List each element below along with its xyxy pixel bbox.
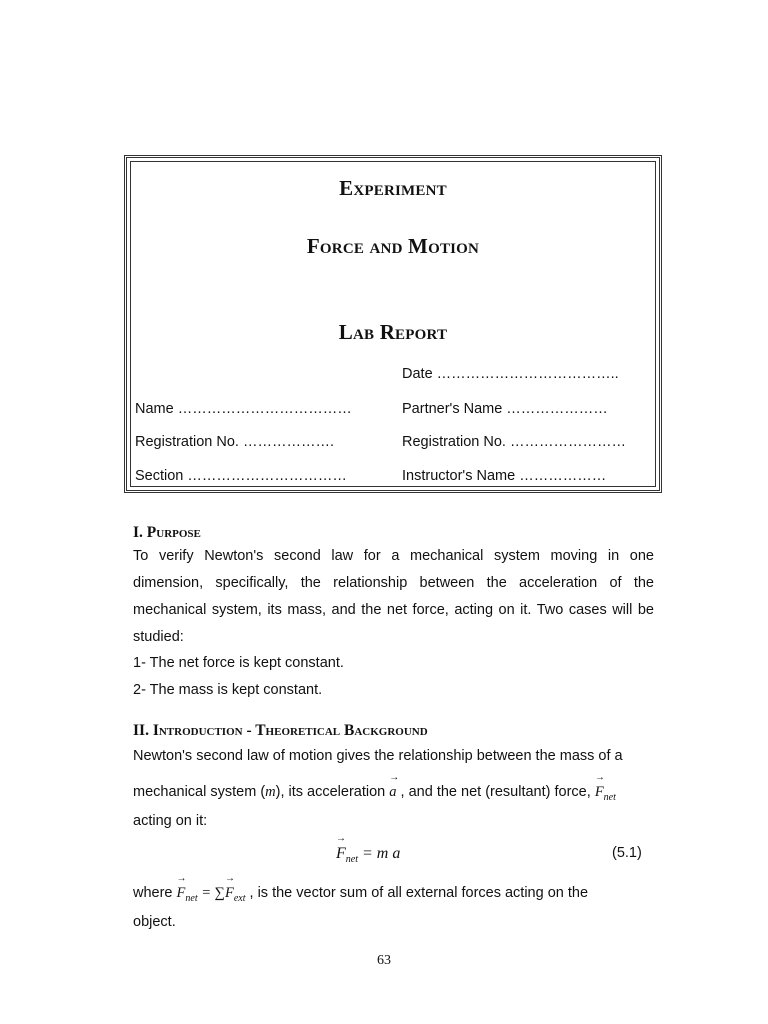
section-field[interactable]: Section …………………………… — [135, 468, 347, 484]
registration-field-left[interactable]: Registration No. ………………. — [135, 434, 335, 450]
purpose-paragraph: To verify Newton's second law for a mechanical system moving in one dimension, specifically, the relationship between the acceleration of the mechanical system, its mass, and the net force, acting on it. Two cases will be studied: — [133, 548, 654, 645]
equation-force-symbol: → F — [336, 845, 346, 863]
where-text-b: , is the vector sum of all external forces acting on the — [245, 885, 589, 901]
where-line-end: object. — [133, 914, 176, 930]
where-external-force-symbol: → F — [225, 885, 234, 902]
page-number: 63 — [377, 953, 391, 968]
intro-line-2 — [133, 784, 616, 803]
experiment-title: Experiment — [339, 176, 447, 200]
intro-line-3: acting on it: — [133, 813, 208, 829]
intro-line-2-text-a: mechanical system ( — [133, 784, 266, 800]
case-2-item: 2- The mass is kept constant. — [133, 682, 323, 698]
purpose-heading: I. Purpose — [133, 524, 201, 541]
where-ext-subscript: ext — [233, 892, 246, 904]
force-vector-symbol: → F — [595, 784, 604, 801]
intro-line-2-text-b: ), its acceleration — [275, 784, 390, 800]
lab-report-title: Lab Report — [338, 320, 448, 344]
acceleration-vector-symbol: → a — [389, 784, 396, 801]
partner-name-field[interactable]: Partner's Name ………………… — [402, 401, 608, 417]
instructor-name-field[interactable]: Instructor's Name ……………… — [402, 468, 607, 484]
equation-5-1 — [336, 845, 400, 865]
where-text-a: where — [133, 885, 177, 901]
introduction-heading: II. Introduction - Theoretical Background — [133, 722, 428, 739]
lab-report-box-inner — [130, 161, 656, 487]
equation-number: (5.1) — [612, 845, 642, 861]
where-sum-symbol: = ∑ — [197, 885, 225, 901]
where-force-symbol: → F — [177, 885, 186, 902]
net-subscript: net — [603, 791, 616, 803]
equation-right-side: = m a — [358, 845, 401, 862]
mass-symbol: m — [265, 784, 276, 800]
registration-field-right[interactable]: Registration No. …………………… — [402, 434, 626, 450]
intro-line-1: Newton's second law of motion gives the relationship between the mass of a — [133, 748, 623, 764]
intro-line-2-text-c: , and the net (resultant) force, — [396, 784, 595, 800]
where-net-subscript: net — [185, 892, 198, 904]
lab-report-box — [124, 155, 662, 493]
date-field[interactable]: Date ……………………………….. — [402, 366, 619, 382]
equation-net-subscript: net — [345, 854, 358, 866]
name-field[interactable]: Name ……………………………… — [135, 401, 352, 417]
case-1-item: 1- The net force is kept constant. — [133, 655, 344, 671]
where-line — [133, 885, 588, 904]
experiment-name: Force and Motion — [306, 234, 480, 258]
